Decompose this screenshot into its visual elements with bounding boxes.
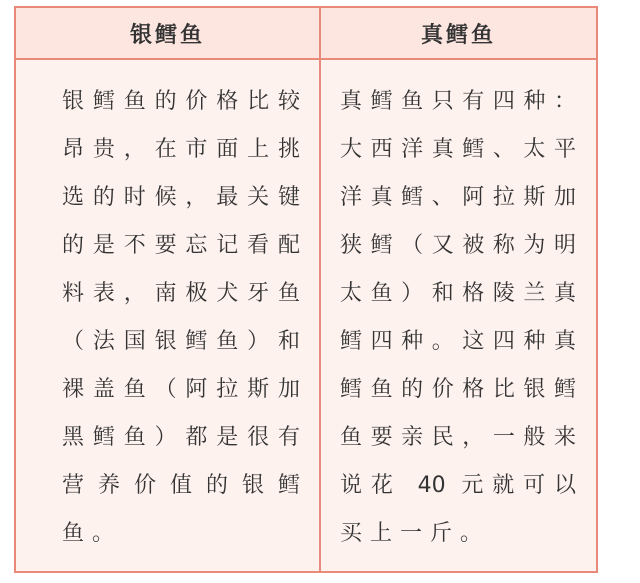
text-line: 太鱼）和格陵兰真 — [340, 281, 576, 306]
text-line: 裸盖鱼（阿拉斯加 — [62, 377, 300, 402]
text-line: 选的时候，最关键 — [62, 185, 300, 210]
text-line: 营养价值的银鳕 — [62, 473, 300, 498]
text-line: 昂贵，在市面上挑 — [62, 137, 300, 162]
header-true-cod: 真鳕鱼 — [321, 8, 596, 60]
header-silver-cod: 银鳕鱼 — [16, 8, 321, 60]
text-line: 银鳕鱼的价格比较 — [62, 89, 300, 114]
text-line: 买上一斤。 — [340, 521, 491, 546]
text-line: 大西洋真鳕、太平 — [340, 137, 576, 162]
text-line: 说花 40 元就可以 — [340, 473, 576, 498]
silver-cod-description — [16, 60, 321, 571]
text-line: 的是不要忘记看配 — [62, 233, 300, 258]
text-line: 鱼。 — [62, 521, 123, 546]
true-cod-description — [321, 60, 596, 571]
text-line: （法国银鳕鱼）和 — [62, 329, 300, 354]
text-line: 狭鳕（又被称为明 — [340, 233, 576, 258]
text-line: 料表，南极犬牙鱼 — [62, 281, 300, 306]
text-line: 鳕四种。这四种真 — [340, 329, 576, 354]
text-line: 真鳕鱼只有四种： — [340, 89, 576, 114]
text-line: 黑鳕鱼）都是很有 — [62, 425, 300, 450]
text-line: 洋真鳕、阿拉斯加 — [340, 185, 576, 210]
comparison-table — [14, 6, 598, 573]
text-line: 鳕鱼的价格比银鳕 — [340, 377, 576, 402]
text-line: 鱼要亲民，一般来 — [340, 425, 576, 450]
